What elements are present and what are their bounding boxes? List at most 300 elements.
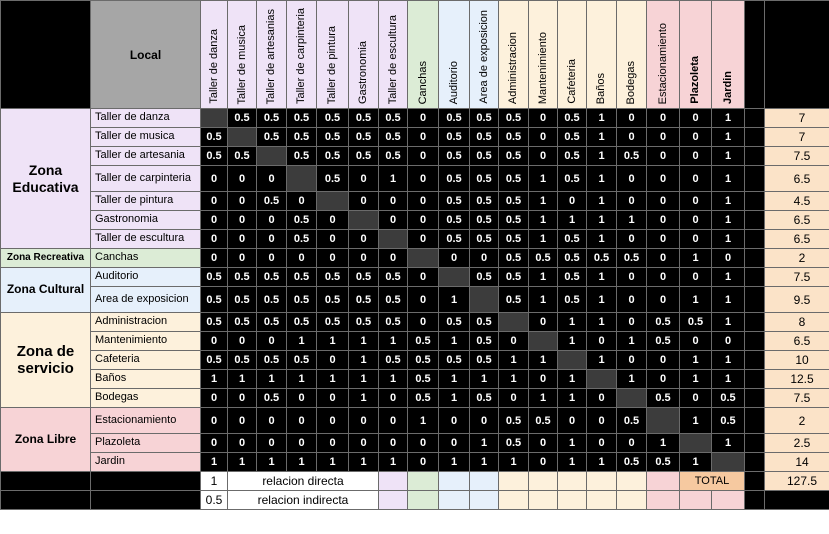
matrix-cell: 1 <box>439 389 470 408</box>
matrix-cell: 0 <box>617 287 647 313</box>
matrix-cell: 0 <box>317 230 349 249</box>
matrix-cell: 0 <box>379 192 408 211</box>
matrix-cell: 0 <box>201 434 228 453</box>
matrix-cell: 1 <box>617 370 647 389</box>
matrix-cell: 1 <box>558 313 587 332</box>
row-label: Taller de escultura <box>91 230 201 249</box>
spacer-cell <box>647 472 680 491</box>
matrix-cell: 0.5 <box>499 128 529 147</box>
matrix-cell: 0.5 <box>379 128 408 147</box>
matrix-cell: 0.5 <box>470 268 499 287</box>
matrix-cell: 1 <box>712 192 745 211</box>
column-header <box>647 1 680 109</box>
matrix-cell: 0.5 <box>287 287 317 313</box>
legend-row <box>1 491 829 510</box>
matrix-cell: 1 <box>587 109 617 128</box>
matrix-cell: 1 <box>439 370 470 389</box>
matrix-cell: 1 <box>228 370 257 389</box>
matrix-cell: 0.5 <box>257 109 287 128</box>
matrix-cell: 0 <box>379 249 408 268</box>
legend-row <box>1 472 829 491</box>
matrix-cell: 0 <box>228 434 257 453</box>
matrix-cell: 0.5 <box>529 249 558 268</box>
matrix-cell: 0 <box>228 332 257 351</box>
matrix-cell: 1 <box>439 453 470 472</box>
column-header-label: Cafeteria <box>565 59 578 104</box>
matrix-cell: 0.5 <box>499 230 529 249</box>
matrix-cell: 0.5 <box>680 313 712 332</box>
matrix-cell: 0 <box>680 192 712 211</box>
column-header <box>201 1 228 109</box>
matrix-cell: 0 <box>379 408 408 434</box>
row-label: Taller de artesania <box>91 147 201 166</box>
column-header <box>379 1 408 109</box>
matrix-cell: 0 <box>617 166 647 192</box>
matrix-cell <box>317 192 349 211</box>
matrix-cell: 0.5 <box>617 408 647 434</box>
row-label: Baños <box>91 370 201 389</box>
spacer-cell <box>439 472 470 491</box>
matrix-cell: 0.5 <box>499 147 529 166</box>
row-label: Bodegas <box>91 389 201 408</box>
matrix-cell: 0 <box>529 147 558 166</box>
column-header-label: Area de exposicion <box>477 10 490 104</box>
matrix-cell: 0.5 <box>317 268 349 287</box>
matrix-cell: 0 <box>228 408 257 434</box>
matrix-cell: 0.5 <box>408 351 439 370</box>
matrix-cell: 0 <box>617 128 647 147</box>
spacer-cell <box>617 491 647 510</box>
spacer-cell <box>745 109 765 128</box>
row-label: Auditorio <box>91 268 201 287</box>
row-total: 7.5 <box>765 268 829 287</box>
matrix-cell: 0 <box>529 370 558 389</box>
matrix-cell: 0.5 <box>499 287 529 313</box>
row-total: 2 <box>765 249 829 268</box>
matrix-cell: 0.5 <box>349 313 379 332</box>
spacer-cell <box>745 147 765 166</box>
row-total: 7 <box>765 109 829 128</box>
matrix-cell: 0 <box>201 192 228 211</box>
matrix-cell: 0 <box>680 332 712 351</box>
matrix-cell: 1 <box>587 147 617 166</box>
column-header <box>408 1 439 109</box>
matrix-cell: 0 <box>228 166 257 192</box>
matrix-cell: 0 <box>408 211 439 230</box>
spacer-cell <box>745 370 765 389</box>
matrix-cell: 0 <box>408 268 439 287</box>
matrix-cell: 1 <box>712 211 745 230</box>
column-header <box>287 1 317 109</box>
matrix-cell: 1 <box>712 313 745 332</box>
matrix-cell: 0.5 <box>647 389 680 408</box>
matrix-cell: 0.5 <box>558 230 587 249</box>
matrix-cell: 1 <box>529 230 558 249</box>
matrix-cell: 0 <box>408 147 439 166</box>
column-header-label: Taller de pintura <box>326 25 338 104</box>
spacer-cell <box>745 332 765 351</box>
matrix-cell: 1 <box>529 166 558 192</box>
matrix-cell: 0.5 <box>499 434 529 453</box>
row-label: Canchas <box>91 249 201 268</box>
matrix-cell: 0 <box>287 389 317 408</box>
matrix-cell: 1 <box>680 351 712 370</box>
matrix-cell: 0.5 <box>257 287 287 313</box>
matrix-cell: 1 <box>529 192 558 211</box>
matrix-row <box>1 434 829 453</box>
spacer-cell <box>745 313 765 332</box>
matrix-cell: 0.5 <box>470 230 499 249</box>
matrix-row <box>1 128 829 147</box>
matrix-cell: 0 <box>228 249 257 268</box>
spacer-cell <box>379 472 408 491</box>
matrix-cell: 1 <box>529 287 558 313</box>
matrix-row <box>1 453 829 472</box>
spacer-cell <box>745 472 765 491</box>
row-label: Taller de carpinteria <box>91 166 201 192</box>
matrix-row <box>1 147 829 166</box>
matrix-cell: 0.5 <box>617 147 647 166</box>
column-header-label: Auditorio <box>447 60 460 104</box>
matrix-cell: 0.5 <box>439 128 470 147</box>
matrix-cell: 0 <box>228 192 257 211</box>
legend-label: relacion directa <box>228 472 379 491</box>
matrix-cell: 0.5 <box>228 313 257 332</box>
matrix-row <box>1 351 829 370</box>
matrix-cell: 0.5 <box>201 147 228 166</box>
matrix-cell: 0 <box>617 268 647 287</box>
zone-label: Zona Cultural <box>1 268 91 313</box>
matrix-cell: 0.5 <box>317 109 349 128</box>
spacer-cell <box>745 1 765 109</box>
row-label: Administracion <box>91 313 201 332</box>
grand-total: 127.5 <box>765 472 829 491</box>
matrix-cell: 0.5 <box>617 453 647 472</box>
column-header-label: Baños <box>595 72 607 104</box>
matrix-cell: 0 <box>408 128 439 147</box>
spacer-cell <box>379 491 408 510</box>
column-header <box>439 1 470 109</box>
matrix-cell: 0.5 <box>228 147 257 166</box>
matrix-cell: 0.5 <box>470 211 499 230</box>
matrix-cell: 0 <box>499 332 529 351</box>
matrix-cell: 1 <box>379 370 408 389</box>
matrix-cell: 0.5 <box>287 351 317 370</box>
matrix-cell: 1 <box>712 230 745 249</box>
matrix-cell: 0.5 <box>470 389 499 408</box>
column-header-label: Gastronomia <box>357 41 369 104</box>
matrix-cell: 1 <box>470 453 499 472</box>
matrix-cell: 0.5 <box>439 211 470 230</box>
spacer-cell <box>529 472 558 491</box>
matrix-cell: 1 <box>712 351 745 370</box>
spacer-cell <box>745 408 765 434</box>
row-total: 8 <box>765 313 829 332</box>
matrix-cell: 1 <box>558 370 587 389</box>
matrix-cell: 0 <box>680 147 712 166</box>
spacer-cell <box>439 491 470 510</box>
matrix-cell <box>712 453 745 472</box>
matrix-cell: 0.5 <box>201 351 228 370</box>
matrix-cell: 0.5 <box>470 332 499 351</box>
column-header-label: Mantenimiento <box>536 31 549 104</box>
matrix-cell: 1 <box>587 268 617 287</box>
matrix-cell: 0.5 <box>287 313 317 332</box>
matrix-cell: 0 <box>680 389 712 408</box>
matrix-cell: 0 <box>712 332 745 351</box>
column-header-label: Plazoleta <box>689 56 701 104</box>
matrix-cell: 0 <box>617 351 647 370</box>
matrix-cell: 0.5 <box>379 313 408 332</box>
matrix-cell: 0 <box>201 230 228 249</box>
matrix-cell: 1 <box>558 332 587 351</box>
matrix-cell: 1 <box>680 453 712 472</box>
matrix-cell: 0.5 <box>647 313 680 332</box>
matrix-cell: 0 <box>647 370 680 389</box>
matrix-cell: 1 <box>349 332 379 351</box>
matrix-row <box>1 287 829 313</box>
matrix-cell: 1 <box>529 351 558 370</box>
matrix-cell: 1 <box>617 332 647 351</box>
matrix-row <box>1 389 829 408</box>
matrix-row <box>1 211 829 230</box>
matrix-cell: 0 <box>408 313 439 332</box>
matrix-cell: 0 <box>408 453 439 472</box>
matrix-cell: 0 <box>201 408 228 434</box>
matrix-cell: 0.5 <box>201 268 228 287</box>
matrix-cell: 0 <box>408 166 439 192</box>
column-header <box>617 1 647 109</box>
spacer-cell <box>745 389 765 408</box>
matrix-cell: 0.5 <box>201 128 228 147</box>
row-total: 7 <box>765 128 829 147</box>
spacer-cell <box>745 287 765 313</box>
matrix-row <box>1 332 829 351</box>
spacer-cell <box>745 453 765 472</box>
matrix-cell: 1 <box>712 147 745 166</box>
matrix-cell: 0 <box>647 147 680 166</box>
spacer-cell <box>408 472 439 491</box>
matrix-cell <box>499 313 529 332</box>
matrix-cell: 0 <box>349 230 379 249</box>
matrix-cell: 0.5 <box>317 287 349 313</box>
matrix-cell: 0.5 <box>201 313 228 332</box>
spacer-cell <box>558 472 587 491</box>
matrix-cell: 0 <box>617 230 647 249</box>
matrix-cell: 1 <box>349 351 379 370</box>
matrix-cell: 1 <box>680 408 712 434</box>
matrix-cell: 0 <box>287 434 317 453</box>
matrix-cell: 1 <box>587 313 617 332</box>
matrix-cell: 0.5 <box>712 408 745 434</box>
legend-label: relacion indirecta <box>228 491 379 510</box>
matrix-cell: 1 <box>712 287 745 313</box>
matrix-cell: 0 <box>647 249 680 268</box>
spacer-cell <box>745 351 765 370</box>
spacer-cell <box>1 491 91 510</box>
matrix-cell: 1 <box>712 434 745 453</box>
matrix-cell: 0 <box>647 166 680 192</box>
matrix-cell: 0 <box>408 230 439 249</box>
matrix-cell: 0 <box>349 408 379 434</box>
spacer-cell <box>745 166 765 192</box>
zone-label: Zona Recreativa <box>1 249 91 268</box>
column-header <box>499 1 529 109</box>
matrix-cell: 1 <box>558 434 587 453</box>
matrix-cell: 0.5 <box>558 109 587 128</box>
matrix-cell: 1 <box>587 211 617 230</box>
matrix-cell: 1 <box>201 370 228 389</box>
matrix-cell: 1 <box>287 453 317 472</box>
spacer-cell <box>745 249 765 268</box>
matrix-cell: 0 <box>408 287 439 313</box>
matrix-cell: 0.5 <box>257 351 287 370</box>
matrix-cell <box>470 287 499 313</box>
matrix-cell: 0.5 <box>558 268 587 287</box>
matrix-cell: 0 <box>317 351 349 370</box>
matrix-cell: 0.5 <box>287 128 317 147</box>
matrix-cell: 0.5 <box>257 268 287 287</box>
spacer-cell <box>470 472 499 491</box>
matrix-cell: 0 <box>617 192 647 211</box>
matrix-cell: 0 <box>529 128 558 147</box>
matrix-cell: 0 <box>317 434 349 453</box>
matrix-cell: 0.5 <box>379 147 408 166</box>
matrix-cell: 1 <box>680 249 712 268</box>
matrix-cell: 1 <box>617 211 647 230</box>
matrix-cell: 1 <box>379 166 408 192</box>
matrix-cell <box>617 389 647 408</box>
matrix-cell: 0.5 <box>257 128 287 147</box>
matrix-cell: 1 <box>712 370 745 389</box>
matrix-cell: 0.5 <box>228 109 257 128</box>
matrix-cell: 0 <box>439 408 470 434</box>
column-header-label: Estacionamiento <box>656 22 669 104</box>
matrix-cell: 0 <box>379 434 408 453</box>
matrix-cell: 1 <box>712 268 745 287</box>
spacer-cell <box>745 211 765 230</box>
matrix-cell: 0 <box>201 211 228 230</box>
local-header: Local <box>91 1 201 109</box>
matrix-cell: 0 <box>529 453 558 472</box>
matrix-cell <box>558 351 587 370</box>
matrix-cell: 0 <box>408 109 439 128</box>
matrix-cell: 0 <box>680 230 712 249</box>
matrix-cell: 1 <box>499 351 529 370</box>
matrix-cell: 1 <box>587 230 617 249</box>
matrix-cell: 0 <box>587 332 617 351</box>
matrix-cell: 1 <box>287 370 317 389</box>
spacer-cell <box>745 128 765 147</box>
header-row <box>1 1 829 109</box>
matrix-cell: 0.5 <box>349 287 379 313</box>
matrix-cell: 0 <box>379 211 408 230</box>
row-label: Cafeteria <box>91 351 201 370</box>
matrix-cell: 0 <box>529 434 558 453</box>
matrix-cell <box>287 166 317 192</box>
spacer-cell <box>499 491 529 510</box>
spacer-cell <box>712 491 745 510</box>
column-header-label: Taller de escultura <box>386 14 399 104</box>
matrix-cell: 0.5 <box>287 268 317 287</box>
column-header <box>349 1 379 109</box>
matrix-cell: 0 <box>587 408 617 434</box>
column-header <box>257 1 287 109</box>
spacer-cell <box>745 491 765 510</box>
matrix-cell: 0 <box>349 434 379 453</box>
spacer-cell <box>587 491 617 510</box>
matrix-cell: 1 <box>201 453 228 472</box>
matrix-cell: 1 <box>558 453 587 472</box>
matrix-cell: 0 <box>680 109 712 128</box>
matrix-cell: 0.5 <box>287 147 317 166</box>
row-total: 10 <box>765 351 829 370</box>
matrix-cell: 1 <box>587 287 617 313</box>
row-label: Jardin <box>91 453 201 472</box>
matrix-cell: 0 <box>287 192 317 211</box>
matrix-row <box>1 192 829 211</box>
column-header-label: Bodegas <box>625 60 637 104</box>
matrix-cell: 0 <box>680 166 712 192</box>
row-total: 2 <box>765 408 829 434</box>
matrix-cell: 1 <box>558 211 587 230</box>
matrix-cell: 0.5 <box>379 109 408 128</box>
matrix-cell <box>201 109 228 128</box>
row-total: 4.5 <box>765 192 829 211</box>
row-label: Taller de pintura <box>91 192 201 211</box>
matrix-cell: 0 <box>257 434 287 453</box>
zone-label: Zona de servicio <box>1 313 91 408</box>
matrix-cell: 0.5 <box>379 268 408 287</box>
matrix-cell: 0.5 <box>408 332 439 351</box>
matrix-cell: 0.5 <box>287 230 317 249</box>
row-total: 7.5 <box>765 147 829 166</box>
matrix-cell: 0 <box>349 192 379 211</box>
row-total: 14 <box>765 453 829 472</box>
matrix-cell: 0.5 <box>499 249 529 268</box>
matrix-cell: 0 <box>439 249 470 268</box>
matrix-cell: 0.5 <box>201 287 228 313</box>
matrix-cell: 1 <box>680 287 712 313</box>
matrix-cell: 0.5 <box>317 128 349 147</box>
column-header-label: Taller de carpinteria <box>295 8 307 104</box>
matrix-cell: 0 <box>228 230 257 249</box>
matrix-cell: 1 <box>317 370 349 389</box>
matrix-cell: 0.5 <box>257 192 287 211</box>
matrix-cell: 0.5 <box>349 128 379 147</box>
spacer-cell <box>1 472 91 491</box>
spacer-cell <box>647 491 680 510</box>
column-header-label: Canchas <box>416 60 429 104</box>
zone-label: Zona Libre <box>1 408 91 472</box>
column-header-label: Administracion <box>507 31 519 104</box>
matrix-cell <box>349 211 379 230</box>
matrix-cell: 0.5 <box>379 287 408 313</box>
matrix-cell: 0.5 <box>499 268 529 287</box>
matrix-cell: 0.5 <box>349 109 379 128</box>
matrix-row <box>1 268 829 287</box>
matrix-cell: 1 <box>470 434 499 453</box>
spacer-cell <box>745 268 765 287</box>
spacer-cell <box>91 472 201 491</box>
matrix-cell: 0.5 <box>228 268 257 287</box>
spacer-cell <box>617 472 647 491</box>
matrix-cell: 1 <box>529 211 558 230</box>
matrix-cell: 0 <box>349 166 379 192</box>
matrix-cell: 0 <box>201 249 228 268</box>
matrix-cell: 1 <box>408 408 439 434</box>
matrix-row <box>1 249 829 268</box>
